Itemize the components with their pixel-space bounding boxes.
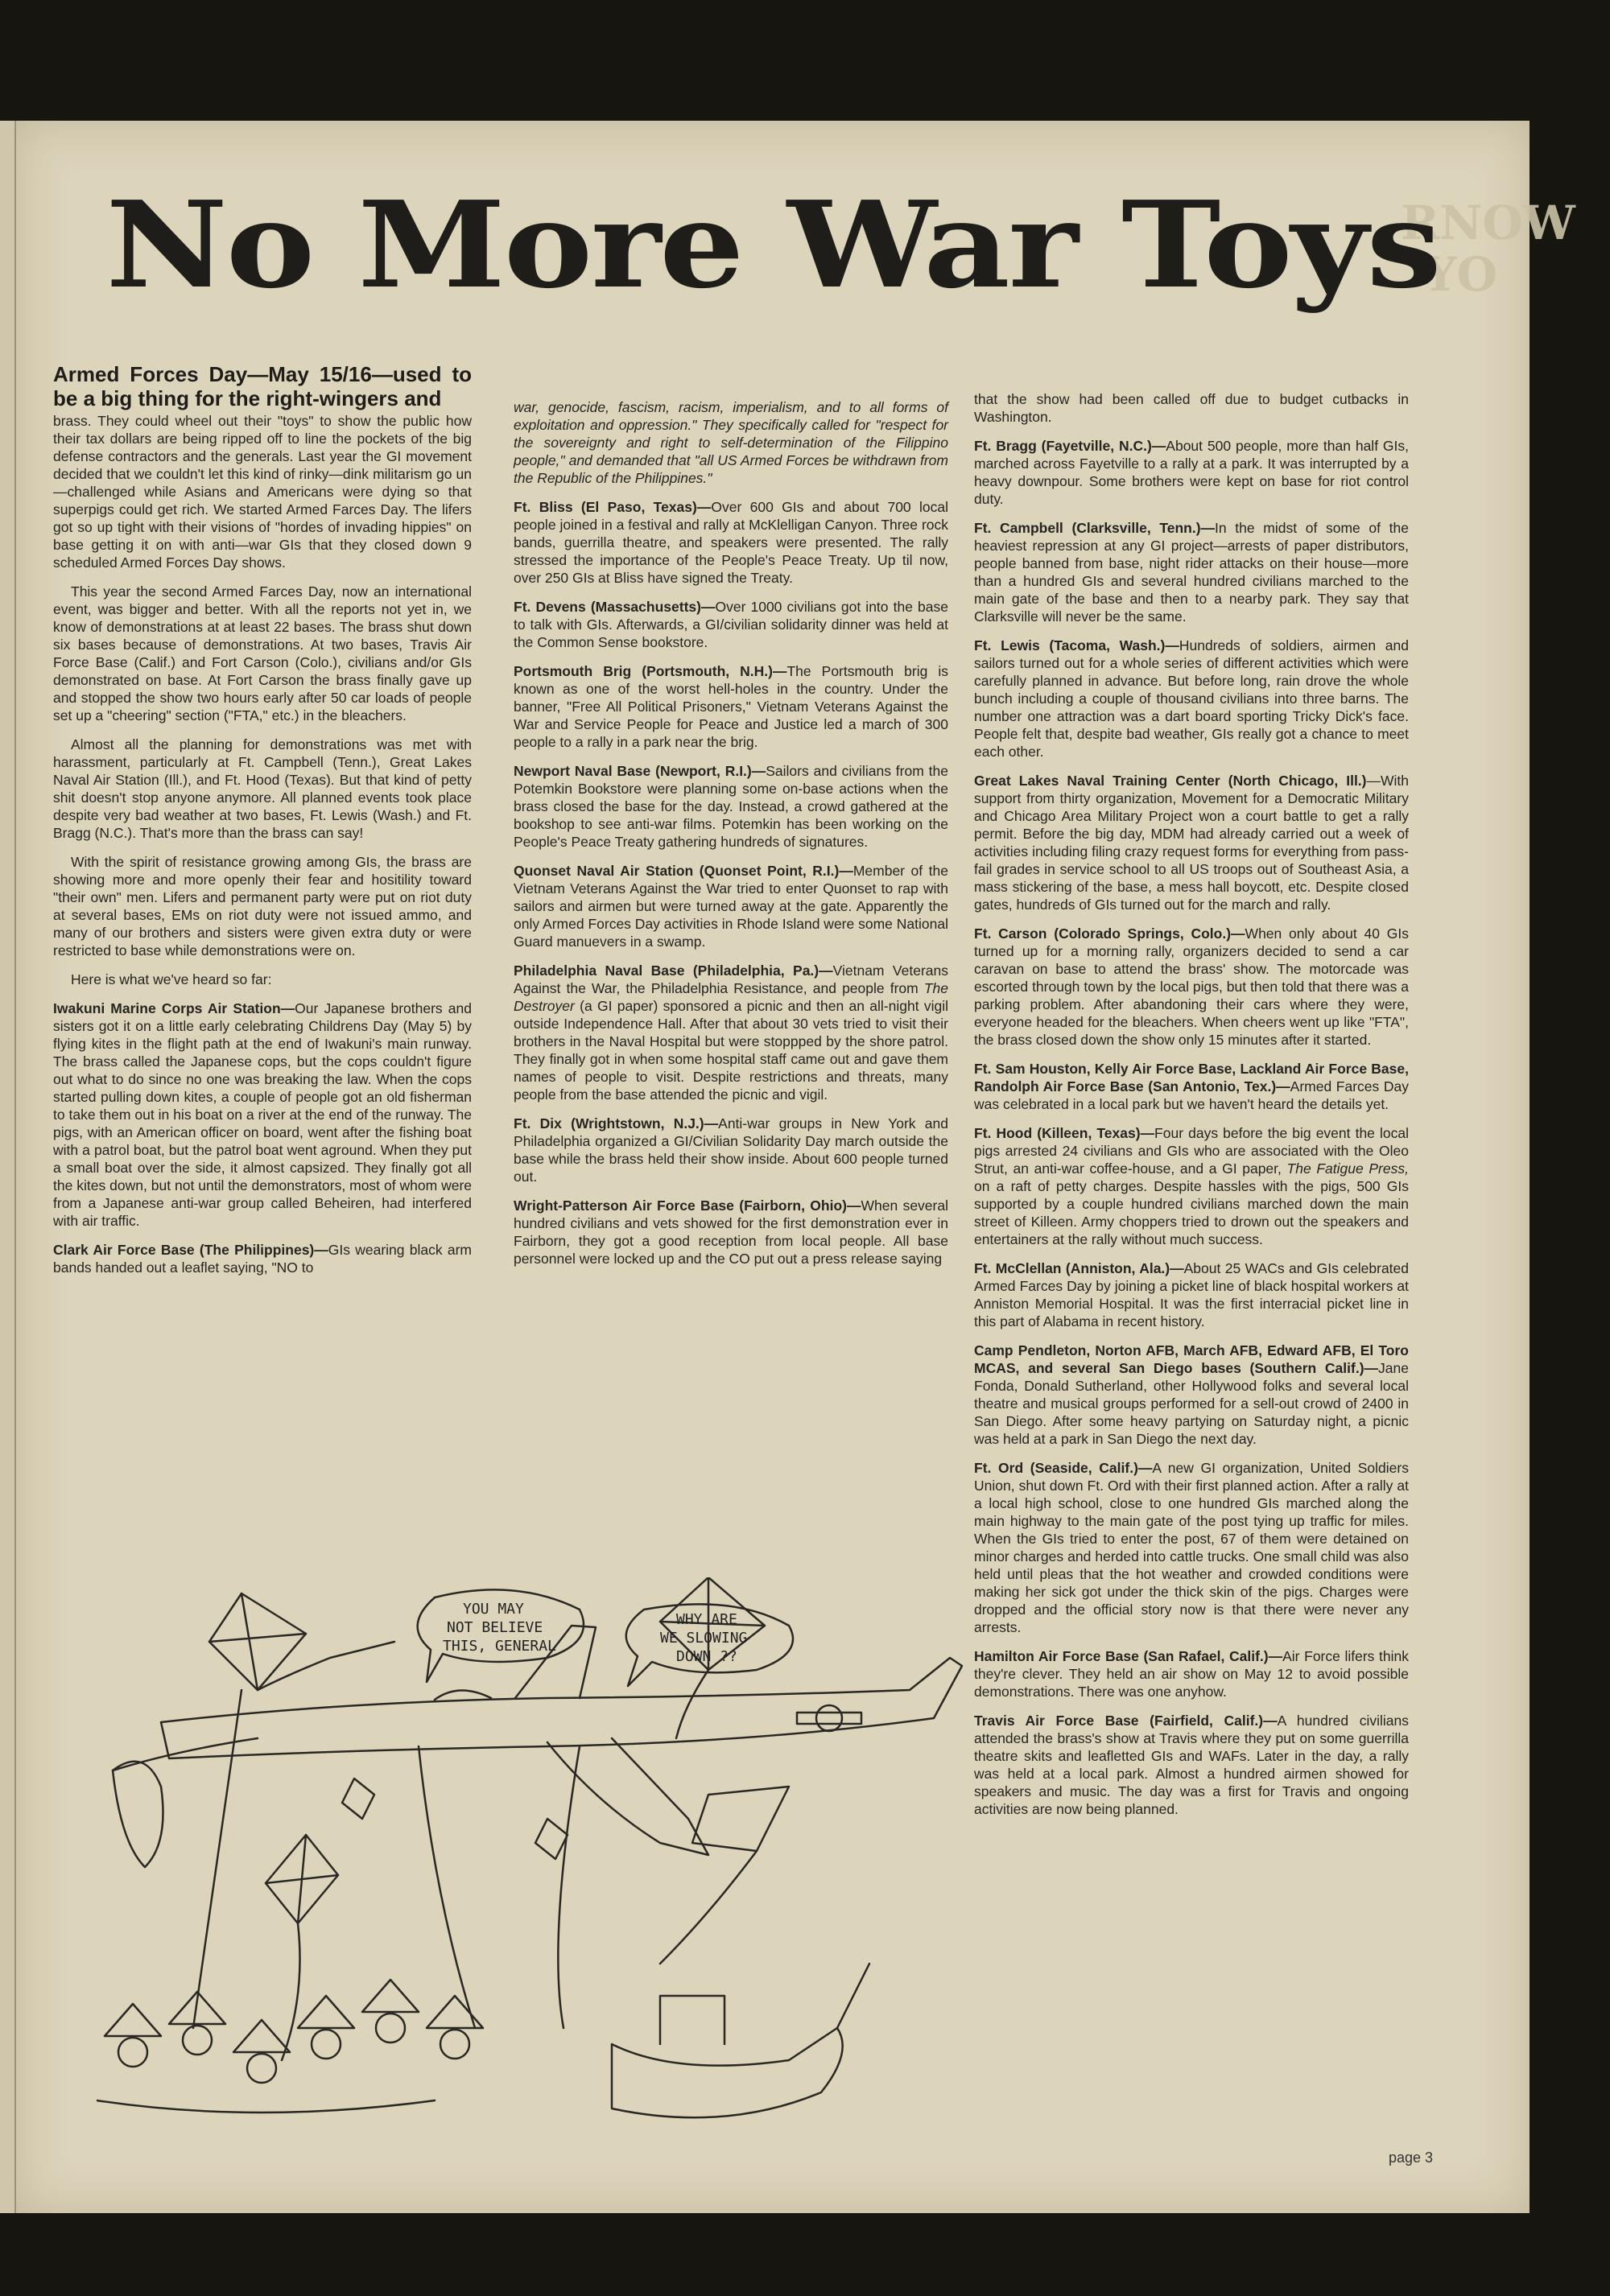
base-name: Hamilton Air Force Base (San Rafael, Calif.)— <box>974 1648 1283 1664</box>
lead-paragraph-bold: Armed Forces Day—May 15/16—used to be a big thing for the right-wingers and <box>53 362 472 410</box>
base-report-lewis <box>974 637 1409 761</box>
base-report-bragg <box>974 437 1409 508</box>
base-report-bliss <box>514 498 948 587</box>
base-report-text: Sailors and civilians from the Potemkin Bookstore were planning some on-base actions when the brass closed the base for the day. Instead, a crowd gathered at the bookshop to see anti-war films. Potemkin has been working on the People's Peace Treaty gathering hundreds of signatures. <box>514 763 948 850</box>
base-name: Philadelphia Naval Base (Philadelphia, Pa.)— <box>514 963 833 979</box>
column-1 <box>53 362 472 1288</box>
base-report-text: The Portsmouth brig is known as one of the worst hell-holes in the country. Under the banner, "Free All Political Prisoners," Vietnam Veterans Against the War and Service People for Peace and Justice led a march of 300 people to a rally in a park near the brig. <box>514 663 948 750</box>
base-report-text: Armed Farces Day was celebrated in a local park but we haven't heard the details yet. <box>974 1078 1409 1112</box>
base-name: Ft. McClellan (Anniston, Ala.)— <box>974 1260 1184 1276</box>
base-report-text: In the midst of some of the heaviest repression at any GI project—arrests of paper distributors, people banned from base, night rider attacks on their house—more than a hundred GIs and several hundred civilians marched to the main gate of the base and then to a nearby park. They say that Clarksville will never be the same. <box>974 520 1409 624</box>
base-name: Newport Naval Base (Newport, R.I.)— <box>514 763 766 779</box>
star-insignia <box>816 1705 842 1731</box>
base-report-san-antonio <box>974 1060 1409 1113</box>
lead-paragraph-body: brass. They could wheel out their "toys" to show the public how their tax dollars are being ripped off to line the pockets of the big defense contractors and the generals. Last year the GI movement decided that we couldn't let this kind of rinky—dink militarism go un—challenged while Asians and Americans were dying so that superpigs could get rich. We started Armed Farces Day. The lifers got so up tight with their visions of "hordes of invading hippies" on base getting it on with anti—war GIs that they closed down 9 scheduled Armed Forces Day shows. <box>53 413 472 571</box>
base-name: Travis Air Force Base (Fairfield, Calif.)— <box>974 1713 1278 1729</box>
base-name: Wright-Patterson Air Force Base (Fairborn, Ohio)— <box>514 1197 861 1214</box>
base-name: Ft. Dix (Wrightstown, N.J.)— <box>514 1115 719 1132</box>
kite <box>113 1762 163 1867</box>
base-name: Ft. Lewis (Tacoma, Wash.)— <box>974 637 1179 653</box>
base-report-hamilton <box>974 1647 1409 1700</box>
column-3 <box>974 390 1409 1829</box>
base-report-iwakuni <box>53 1000 472 1230</box>
base-report-philadelphia <box>514 962 948 1103</box>
base-report-text: Over 600 GIs and about 700 local people joined in a festival and rally at McKlelligan Canyon. Three rock bands, guerrilla theatre, and speakers were presented. The rally stressed the importance of the People's Peace Treaty. Up til now, over 250 GIs at Bliss have signed the Treaty. <box>514 499 949 586</box>
base-report-text: (a GI paper) sponsored a picnic and then an all-night vigil outside Independence Hall. After that about 30 vets tried to visit their brothers in the Naval Hospital but were stoppped by the shore patrol. They finally got in when some hospital staff came out and gave them names of people to visit. Despite restrictions and threats, many people from the base attended the picnic and vigil. <box>514 998 948 1103</box>
base-name: Ft. Campbell (Clarksville, Tenn.)— <box>974 520 1216 536</box>
column-2 <box>514 398 948 1279</box>
base-report-text: Our Japanese brothers and sisters got it on a little early celebrating Childrens Day (May 5) by flying kites in the flight path at the end of Iwakuni's main runway. The brass called the Japanese cops, but the cops couldn't figure out what to do since no one was breaking the law. When the cops started pulling down kites, a couple of people got an old fisherman to take them out in his boat on a river at the end of the runway. The pigs, with an American officer on board, went after the fishing boat with a patrol boat, but the patrol boat went aground. When they put a small boat over the side, it almost capsized. They finally got all the kites down, but not until the demonstrators, most of whom were from a Japanese anti-war group called Beheiren, had interfered with air traffic. <box>53 1000 472 1229</box>
base-report-text: Member of the Vietnam Veterans Against the War tried to enter Quonset to rap with sailors and airmen but were turned away at the gate. Apparently the only Armed Forces Day activities in Rhode Island were some National Guard manuevers in a swamp. <box>514 863 949 950</box>
base-name: Ft. Hood (Killeen, Texas)— <box>974 1125 1155 1141</box>
base-report-text: About 25 WACs and GIs celebrated Armed Farces Day by joining a picket line of black hospital workers at Anniston Memorial Hospital. It was the first interracial picket line in this part of Alabama in recent history. <box>974 1260 1409 1329</box>
paper-title: The Destroyer <box>514 980 948 1014</box>
base-report-newport <box>514 762 948 851</box>
boat <box>612 2028 843 2117</box>
base-report-text: Anti-war groups in New York and Philadelphia organized a GI/Civilian Solidarity Day march outside the base while the brass held their show inside. About 600 people turned out. <box>514 1115 948 1185</box>
base-report-pendleton <box>974 1342 1409 1448</box>
base-report-wright-patterson <box>514 1197 948 1268</box>
speech-bubble-line: NOT BELIEVE <box>447 1619 543 1636</box>
kites-and-plane-cartoon <box>97 1577 970 2161</box>
speech-bubble-line: YOU MAY <box>463 1601 524 1618</box>
base-report-travis <box>974 1712 1409 1818</box>
newspaper-spine <box>0 121 16 2213</box>
wright-patterson-continuation: that the show had been called off due to budget cutbacks in Washington. <box>974 391 1409 425</box>
base-report-text: When several hundred civilians and vets showed for the first demonstration ever in Fairborn, they got a good reception from local people. All base personnel were locked up and the CO put out a press release saying <box>514 1197 948 1267</box>
headline: No More War Toys <box>105 175 1440 315</box>
base-report-dix <box>514 1115 948 1185</box>
paragraph: Here is what we've heard so far: <box>71 971 272 987</box>
speech-bubble-line: DOWN ?? <box>676 1648 737 1665</box>
base-name: Ft. Sam Houston, Kelly Air Force Base, Lackland Air Force Base, Randolph Air Force Base (San Antonio, Tex.)— <box>974 1061 1409 1094</box>
paragraph: This year the second Armed Farces Day, now an international event, was bigger and better. With all the reports not yet in, we know of demonstrations at at least 22 bases. The brass shut down six bases because of demonstrations. At two bases, Travis Air Force Base (Calif.) and Fort Carson (Colo.), civilians and/or GIs demonstrated on base. At Fort Carson the brass finally gave up and stopped the show two hours early after 50 car loads of people set up a "cheering" section ("FTA," etc.) in the bleachers. <box>53 583 472 723</box>
base-report-text: About 500 people, more than half GIs, marched across Fayetville to a rally at a park. It was interrupted by a heavy downpour. Some brothers were kept on base for riot control duty. <box>974 438 1410 507</box>
kite <box>535 1819 568 1859</box>
base-report-text: Jane Fonda, Donald Sutherland, other Hollywood folks and several local theatre and musical groups performed for a sell-out crowd of 2400 in San Diego. After some heavy partying on Saturday night, a picnic was held at a park in San Diego the next day. <box>974 1360 1409 1447</box>
base-report-text: on a raft of petty charges. Despite hassles with the pigs, 500 GIs supported by a couple hundred civilians marched down the main street of Killeen. Army choppers tried to drown out the speakers and entertainers at the rally without much success. <box>974 1178 1409 1247</box>
base-report-clark <box>53 1241 472 1276</box>
paragraph: With the spirit of resistance growing among GIs, the brass are showing more and more openly their fear and hositility toward "their own" men. Lifers and permanent party were put on riot duty at several bases, EMs on riot duty were not issued ammo, and many of our brothers and sisters were given extra duty or were restricted to base while demonstrations were on. <box>53 854 472 958</box>
base-name: Camp Pendleton, Norton AFB, March AFB, Edward AFB, El Toro MCAS, and several San Diego bases (Southern Calif.)— <box>974 1342 1409 1376</box>
base-report-devens <box>514 598 948 651</box>
base-name: Ft. Bragg (Fayetville, N.C.)— <box>974 438 1166 454</box>
base-name: Ft. Devens (Massachusetts)— <box>514 599 716 615</box>
clark-continuation: war, genocide, fascism, racism, imperialism, and to all forms of exploitation and oppression." They specifically called for "respect for the sovereignty and right to self-determination of the Filippino people," and demanded that "all US Armed Forces be withdrawn from the Republic of the Philippines." <box>514 399 948 486</box>
base-report-text: Hundreds of soldiers, airmen and sailors turned out for a whole series of different activities which were carefully planned in advance. But before long, rain drove the whole bunch including a couple of thousand civilians into three barns. The number one attraction was a dart board sporting Tricky Dick's face. People felt that, despite bad weather, GIs really got a chance to meet each other. <box>974 637 1409 760</box>
base-name: Quonset Naval Air Station (Quonset Point, R.I.)— <box>514 863 853 879</box>
base-name: Great Lakes Naval Training Center (North Chicago, Ill.) <box>974 773 1367 789</box>
base-name: Ft. Ord (Seaside, Calif.)— <box>974 1460 1153 1476</box>
base-report-text: —With support from thirty organization, Movement for a Democratic Military and Chicago Area Military Project won a court battle to get a rally permit. Before the big day, MDM had already carried out a week of activities including filing crazy request forms for everything from pass-fail grades in service school to all US troops out of Southeast Asia, a mass stickering of the base, a mess hall boycott, etc. Despite closed gates, hundreds of GIs turned out for the march and rally. <box>974 773 1409 913</box>
plane-fuselage <box>161 1658 962 1758</box>
base-report-text: Over 1000 civilians got into the base to talk with GIs. Afterwards, a GI/civilian solidarity dinner was held at the Common Sense bookstore. <box>514 599 948 650</box>
page-number: page 3 <box>1388 2150 1433 2166</box>
kite <box>692 1787 789 1851</box>
base-name: Iwakuni Marine Corps Air Station— <box>53 1000 295 1016</box>
base-report-carson <box>974 925 1409 1049</box>
speech-bubble-line: WHY ARE <box>676 1611 737 1628</box>
base-report-great-lakes <box>974 772 1409 913</box>
base-report-hood <box>974 1124 1409 1248</box>
paper-title: The Fatigue Press, <box>1286 1160 1409 1177</box>
kite <box>342 1779 374 1819</box>
base-report-text: A hundred civilians attended the brass's show at Travis where they put on some guerrilla theatre skits and leafletted GIs and WAFs. Later in the day, a rally was held at a local park. Almost a hundred airmen showed for speakers and music. The day was a first for Travis and ongoing activities are now being planned. <box>974 1713 1409 1817</box>
bleed-through-text: RNOW YO <box>1401 196 1575 302</box>
base-name: Ft. Carson (Colorado Springs, Colo.)— <box>974 925 1245 942</box>
base-report-ord <box>974 1459 1409 1636</box>
base-report-campbell <box>974 519 1409 625</box>
base-report-text: GIs wearing black arm bands handed out a leaflet saying, "NO to <box>53 1242 472 1276</box>
base-name: Ft. Bliss (El Paso, Texas)— <box>514 499 712 515</box>
speech-bubble-line: WE SLOWING <box>660 1630 748 1647</box>
base-report-text: A new GI organization, United Soldiers Union, shut down Ft. Ord with their first planned action. After a rally at a local high school, close to one hundred GIs marched along the main highway to the main gate of the post tying up traffic for miles. When the GIs tried to enter the post, 67 of them were detained on minor charges and herded into cattle trucks. One small child was also held until pleas that the hot weather and crowded conditions were making her sick got under the thick skin of the pigs. Charges were dropped and the official story now is that there were never any arrests. <box>974 1460 1409 1635</box>
newspaper-page <box>16 121 1575 2213</box>
plane-upper-wing <box>515 1626 596 1698</box>
speech-bubble-line: THIS, GENERAL <box>443 1638 556 1655</box>
base-report-text: Air Force lifers think they're clever. They held an air show on May 12 to avoid possible demonstrations. There was one anyhow. <box>974 1648 1410 1700</box>
kite <box>209 1593 306 1690</box>
base-report-text: Vietnam Veterans Against the War, the Philadelphia Resistance, and people from <box>514 963 948 996</box>
paragraph: Almost all the planning for demonstrations was met with harassment, particularly at Ft. Campbell (Tenn.), Great Lakes Naval Air Station (Ill.), and Ft. Hood (Texas). But that kind of petty shit doesn't stop anyone anymore. All planned events took place despite very bad weather at two bases, Ft. Lewis (Wash.) and Ft. Bragg (N.C.). That's more than the brass can say! <box>53 736 472 841</box>
base-name: Portsmouth Brig (Portsmouth, N.H.)— <box>514 663 787 679</box>
base-report-portsmouth <box>514 662 948 751</box>
base-report-text: When only about 40 GIs turned up for a morning rally, organizers decided to send a car caravan on base to attend the brass' show. The motorcade was escorted through town by the local pigs, but then told that there was a parking problem. After abandoning their cars where they were, everyone headed for the bleachers. When cheers went up like "FTA", the brass closed down the show only 15 minutes after it started. <box>974 925 1410 1048</box>
base-name: Clark Air Force Base (The Philippines)— <box>53 1242 328 1258</box>
base-report-mcclellan <box>974 1259 1409 1330</box>
base-report-text: Four days before the big event the local pigs arrested 24 civilians and GIs who are associated with the Oleo Strut, an anti-war coffee-house, and a GI paper, <box>974 1125 1409 1177</box>
base-report-quonset <box>514 862 948 950</box>
